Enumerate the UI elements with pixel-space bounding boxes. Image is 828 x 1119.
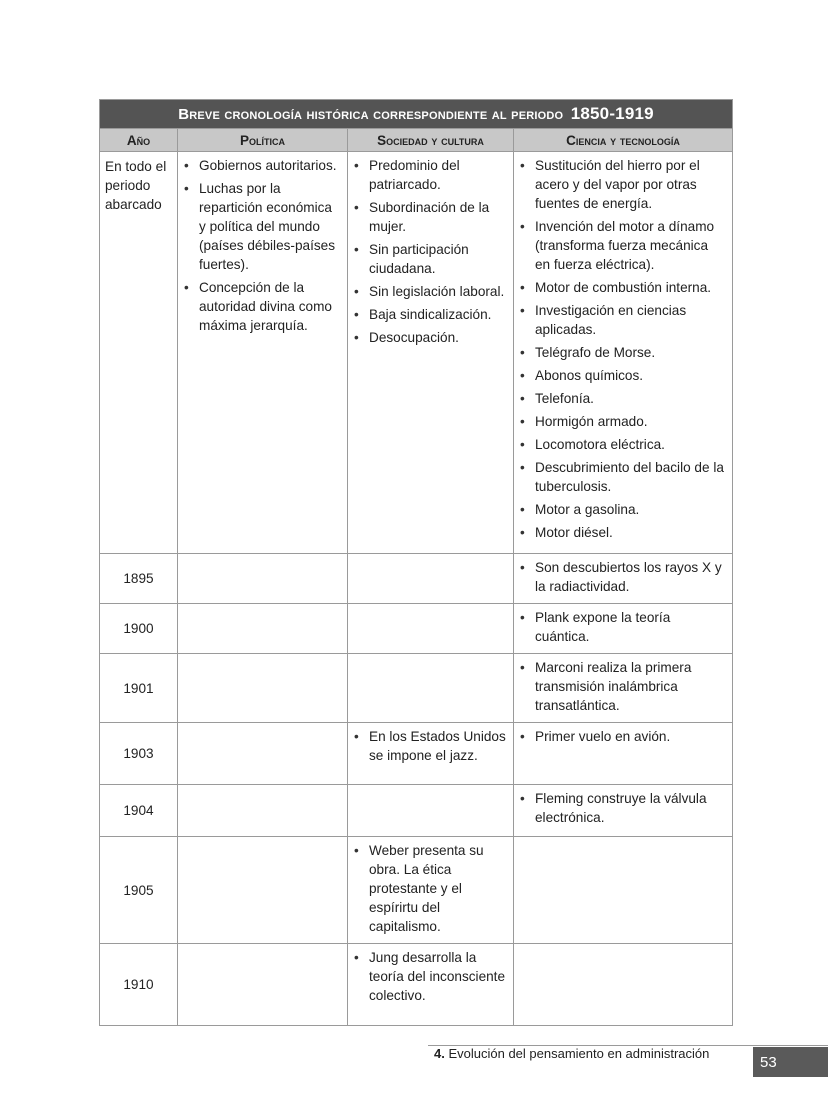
list-item: • Descubrimiento del bacilo de la tuberculosis.	[520, 458, 726, 496]
society-cell	[348, 604, 514, 654]
year-cell: 1903	[100, 723, 178, 785]
science-list	[514, 152, 732, 549]
list-item: • Invención del motor a dínamo (transforma fuerza mecánica en fuerza eléctrica).	[520, 217, 726, 274]
politics-cell	[178, 152, 348, 554]
politics-cell	[178, 837, 348, 944]
science-cell	[514, 944, 733, 1026]
list-item: • En los Estados Unidos se impone el jazz.	[354, 727, 507, 765]
column-header-science: Ciencia y tecnología	[514, 129, 733, 152]
science-cell	[514, 723, 733, 785]
footer-chapter-title: Evolución del pensamiento en administración	[448, 1046, 710, 1061]
table-row	[100, 723, 733, 785]
list-item: • Marconi realiza la primera transmisión inalámbrica transatlántica.	[520, 658, 726, 715]
year-cell: 1904	[100, 785, 178, 837]
politics-cell	[178, 554, 348, 604]
politics-list	[178, 152, 347, 342]
society-list	[348, 723, 513, 772]
society-cell	[348, 723, 514, 785]
table-title	[100, 100, 733, 129]
science-cell	[514, 785, 733, 837]
society-cell	[348, 654, 514, 723]
politics-cell	[178, 604, 348, 654]
society-list	[348, 837, 513, 943]
science-list	[514, 785, 732, 834]
footer-chapter	[434, 1046, 709, 1061]
table-title-period: 1850-1919	[570, 104, 654, 123]
list-item: • Sin legislación laboral.	[354, 282, 507, 301]
year-cell: 1905	[100, 837, 178, 944]
year-cell: 1900	[100, 604, 178, 654]
list-item: • Sin participación ciudadana.	[354, 240, 507, 278]
politics-cell	[178, 785, 348, 837]
list-item: • Locomotora eléctrica.	[520, 435, 726, 454]
society-cell	[348, 837, 514, 944]
list-item: • Luchas por la repartición económica y política del mundo (países débiles-países fuertes).	[184, 179, 341, 274]
society-list	[348, 152, 513, 354]
science-cell	[514, 604, 733, 654]
society-cell	[348, 554, 514, 604]
table-row	[100, 837, 733, 944]
science-list	[514, 723, 732, 753]
list-item: • Desocupación.	[354, 328, 507, 347]
list-item: • Gobiernos autoritarios.	[184, 156, 341, 175]
list-item: • Hormigón armado.	[520, 412, 726, 431]
chronology-table	[99, 99, 733, 1026]
society-cell	[348, 152, 514, 554]
page-number: 53	[753, 1047, 828, 1077]
science-cell	[514, 654, 733, 723]
list-item: • Subordinación de la mujer.	[354, 198, 507, 236]
list-item: • Motor diésel.	[520, 523, 726, 542]
society-cell	[348, 785, 514, 837]
list-item: • Abonos químicos.	[520, 366, 726, 385]
list-item: • Concepción de la autoridad divina como máxima jerarquía.	[184, 278, 341, 335]
science-list	[514, 654, 732, 722]
science-list	[514, 604, 732, 653]
table-title-text: Breve cronología histórica correspondiente al periodo	[178, 106, 564, 123]
science-cell	[514, 554, 733, 604]
list-item: • Fleming construye la válvula electrónica.	[520, 789, 726, 827]
list-item: • Motor de combustión interna.	[520, 278, 726, 297]
society-cell	[348, 944, 514, 1026]
list-item: • Motor a gasolina.	[520, 500, 726, 519]
science-cell	[514, 837, 733, 944]
science-list	[514, 554, 732, 603]
year-cell: 1901	[100, 654, 178, 723]
column-header-politics: Política	[178, 129, 348, 152]
list-item: • Weber presenta su obra. La ética protestante y el espírirtu del capitalismo.	[354, 841, 507, 936]
footer-chapter-number: 4.	[434, 1046, 445, 1061]
science-cell	[514, 152, 733, 554]
year-cell: 1895	[100, 554, 178, 604]
table-row	[100, 944, 733, 1026]
list-item: • Predominio del patriarcado.	[354, 156, 507, 194]
table-row	[100, 604, 733, 654]
list-item: • Telégrafo de Morse.	[520, 343, 726, 362]
year-cell: 1910	[100, 944, 178, 1026]
year-cell: En todo el periodo abarcado	[100, 152, 178, 554]
table-body	[100, 152, 733, 1026]
list-item: • Baja sindicalización.	[354, 305, 507, 324]
politics-cell	[178, 723, 348, 785]
table-row	[100, 785, 733, 837]
society-list	[348, 944, 513, 1012]
list-item: • Sustitución del hierro por el acero y del vapor por otras fuentes de energía.	[520, 156, 726, 213]
list-item: • Primer vuelo en avión.	[520, 727, 726, 746]
list-item: • Jung desarrolla la teoría del inconsciente colectivo.	[354, 948, 507, 1005]
list-item: • Plank expone la teoría cuántica.	[520, 608, 726, 646]
table-row	[100, 554, 733, 604]
column-header-year: Año	[100, 129, 178, 152]
list-item: • Son descubiertos los rayos X y la radiactividad.	[520, 558, 726, 596]
list-item: • Telefonía.	[520, 389, 726, 408]
politics-cell	[178, 944, 348, 1026]
politics-cell	[178, 654, 348, 723]
table-row	[100, 152, 733, 554]
table-row	[100, 654, 733, 723]
column-header-society: Sociedad y cultura	[348, 129, 514, 152]
list-item: • Investigación en ciencias aplicadas.	[520, 301, 726, 339]
